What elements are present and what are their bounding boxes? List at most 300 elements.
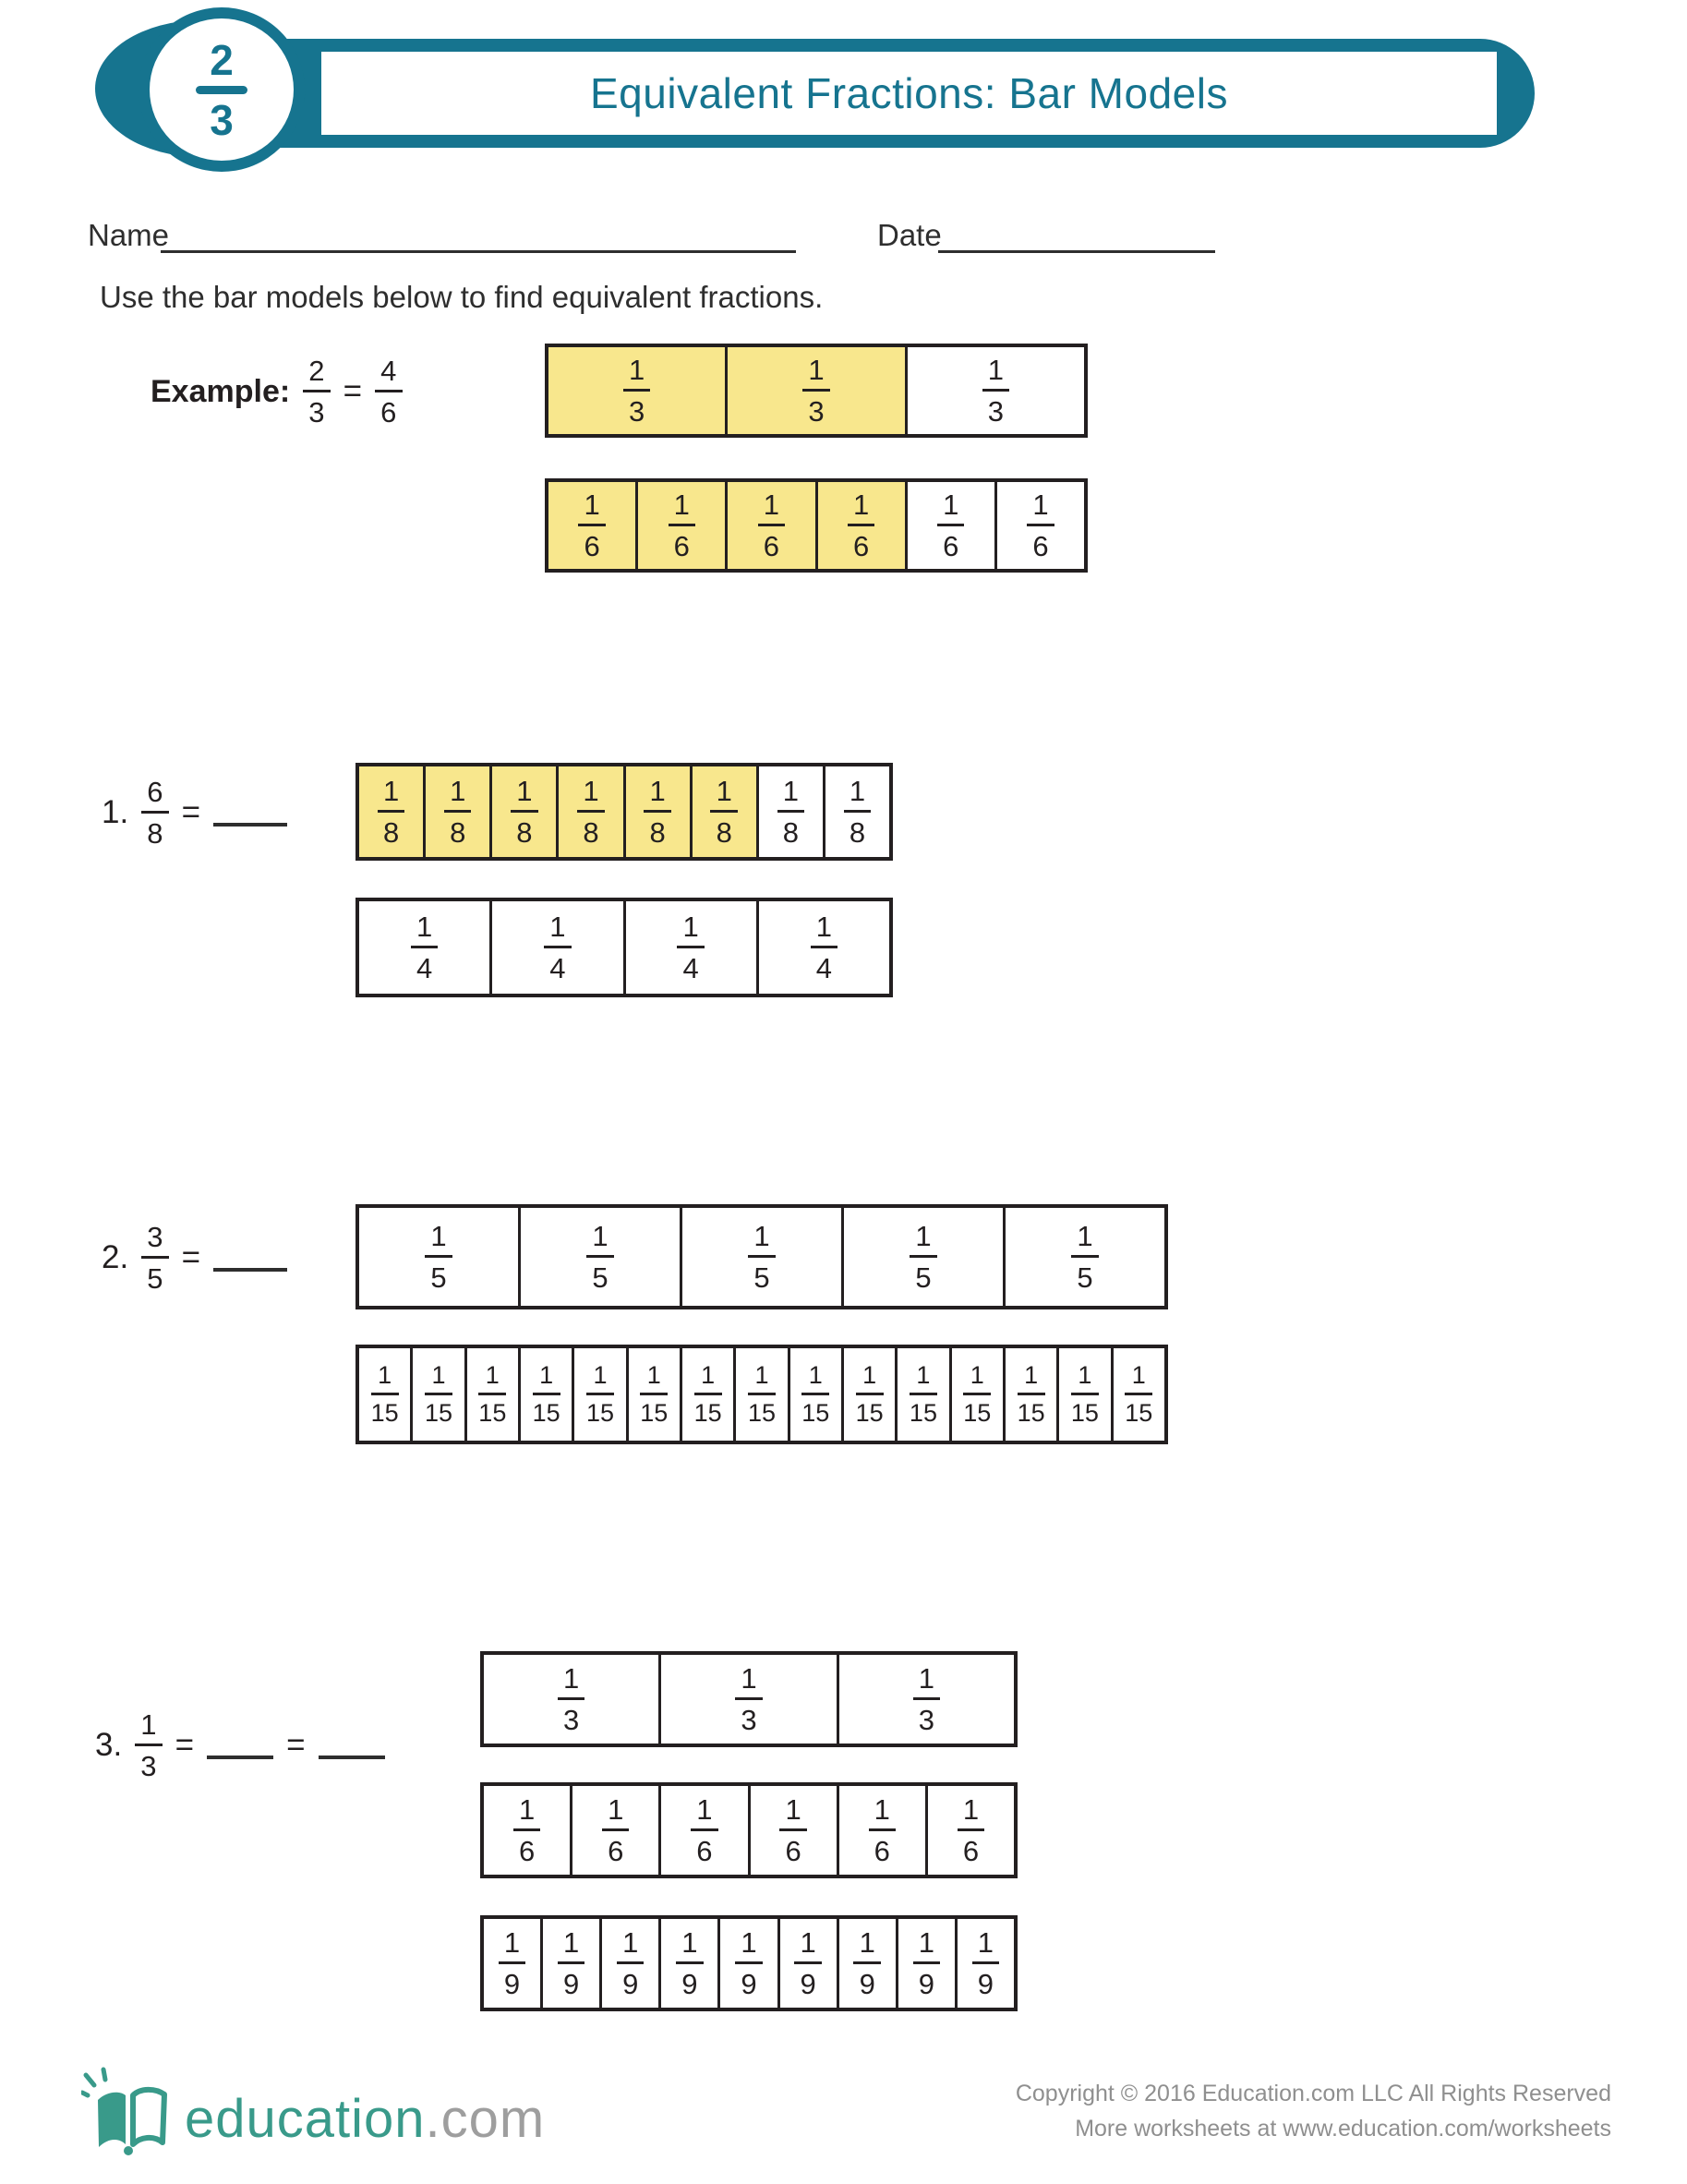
denominator: 15 [585, 1399, 614, 1427]
cell-fraction [972, 1928, 999, 1998]
cell-fraction [444, 777, 471, 847]
denominator: 9 [800, 1968, 816, 2000]
fraction-bar [982, 389, 1009, 392]
fraction-bar [748, 1393, 776, 1395]
cell-fraction [644, 777, 670, 847]
cell-fraction [623, 356, 650, 426]
denominator: 6 [608, 1835, 624, 1867]
denominator: 6 [673, 530, 690, 562]
fraction-cell [837, 1919, 896, 2008]
fraction-cell [905, 482, 994, 569]
example-rhs-fraction [375, 356, 402, 427]
numerator: 1 [140, 1708, 157, 1741]
fraction-cell [484, 1786, 570, 1875]
cell-fraction [478, 1363, 506, 1426]
fraction-cell [837, 1786, 925, 1875]
fraction-cell [680, 1208, 841, 1306]
numerator: 1 [681, 1926, 698, 1959]
fraction-bar [141, 811, 168, 814]
fraction-bar [913, 1697, 940, 1700]
title-banner-inset [321, 52, 1497, 135]
fraction-cell [905, 347, 1084, 434]
fraction-cell [896, 1919, 955, 2008]
problem-2-label [102, 1206, 287, 1309]
fraction-bar [794, 1961, 821, 1964]
numerator: 1 [874, 1793, 890, 1826]
fraction-cell [777, 1919, 837, 2008]
fraction-cell [1003, 1348, 1056, 1441]
fraction-cell-highlighted [635, 482, 725, 569]
numerator: 1 [485, 1361, 500, 1389]
problem-number: 1. [102, 794, 129, 830]
denominator: 4 [682, 952, 699, 984]
denominator: 8 [716, 816, 732, 849]
fraction-cell [464, 1348, 518, 1441]
numerator: 1 [849, 775, 866, 807]
fraction-bar [640, 1393, 668, 1395]
numerator: 1 [701, 1361, 716, 1389]
fraction-cell [658, 1786, 747, 1875]
fraction-cell [680, 1348, 733, 1441]
fraction-cell [658, 1655, 836, 1744]
cell-fraction [710, 777, 737, 847]
cell-fraction [425, 1222, 452, 1292]
fraction-bar [617, 1961, 644, 1964]
cell-fraction [544, 912, 571, 983]
badge-denominator: 3 [210, 95, 234, 144]
denominator: 3 [140, 1750, 157, 1782]
numerator: 1 [673, 489, 690, 521]
cell-fraction [533, 1363, 560, 1426]
cell-fraction [779, 1795, 806, 1865]
cell-fraction [513, 1795, 540, 1865]
cell-fraction [425, 1363, 452, 1426]
fraction-bar [135, 1744, 162, 1746]
fraction-bar [748, 1255, 775, 1258]
cell-fraction [694, 1363, 722, 1426]
numerator: 1 [859, 1926, 875, 1959]
fraction-bar [972, 1961, 999, 1964]
denominator: 8 [516, 816, 533, 849]
fraction-cell [1111, 1348, 1164, 1441]
numerator: 1 [539, 1361, 554, 1389]
fraction-cell [841, 1208, 1003, 1306]
fraction-bar [644, 810, 670, 813]
fraction-bar [735, 1961, 762, 1964]
fraction-cell [955, 1919, 1014, 2008]
fraction-bar [586, 1393, 614, 1395]
numerator: 1 [977, 1926, 994, 1959]
book-icon [81, 2067, 177, 2155]
numerator: 1 [608, 1793, 624, 1826]
fraction-bar [676, 1961, 703, 1964]
problem-3-bar-ninths [480, 1915, 1018, 2011]
fraction-cell [359, 1348, 410, 1441]
numerator: 1 [915, 1220, 932, 1252]
problem-1-label [102, 765, 287, 861]
cell-fraction [1018, 1363, 1045, 1426]
cell-fraction [758, 490, 785, 561]
fraction-cell [599, 1919, 658, 2008]
fraction-bar [913, 1961, 940, 1964]
numerator: 1 [1077, 1220, 1093, 1252]
denominator: 5 [147, 1262, 163, 1295]
denominator: 5 [753, 1261, 770, 1294]
fraction-bar [958, 1828, 984, 1831]
fraction-cell-highlighted [815, 482, 905, 569]
denominator: 9 [622, 1968, 639, 2000]
fraction-bar [425, 1393, 452, 1395]
fraction-bar [1071, 1393, 1099, 1395]
cell-fraction [853, 1928, 880, 1998]
fraction-bar [378, 810, 404, 813]
numerator: 1 [450, 775, 466, 807]
denominator: 5 [1077, 1261, 1093, 1294]
cell-fraction [1125, 1363, 1152, 1426]
cell-fraction [691, 1795, 717, 1865]
fraction-cell [410, 1348, 464, 1441]
equals-sign: = [175, 1727, 195, 1763]
fraction-bar [844, 810, 871, 813]
fraction-bar [735, 1697, 762, 1700]
numerator: 1 [382, 775, 400, 807]
badge-numerator: 2 [210, 35, 234, 84]
cell-fraction [586, 1363, 614, 1426]
page-title: Equivalent Fractions: Bar Models [590, 69, 1228, 117]
answer-blank [207, 1756, 273, 1759]
cell-fraction [856, 1363, 884, 1426]
fraction-badge [139, 7, 305, 172]
fraction-cell [658, 1919, 717, 2008]
denominator: 15 [693, 1399, 722, 1427]
fraction-bar [910, 1393, 937, 1395]
denominator: 8 [583, 816, 599, 849]
denominator: 9 [918, 1968, 934, 2000]
fraction-bar [848, 524, 874, 526]
fraction-cell-highlighted [548, 482, 635, 569]
fraction-cell-highlighted [423, 766, 489, 857]
denominator: 15 [747, 1399, 776, 1427]
fraction-bar [533, 1393, 560, 1395]
copyright-line-1: Copyright © 2016 Education.com LLC All Rights Reserved [1015, 2081, 1611, 2106]
cell-fraction [371, 1363, 399, 1426]
problem-number: 3. [95, 1727, 123, 1763]
cell-fraction [801, 1363, 829, 1426]
problem-fraction [141, 1223, 168, 1293]
badge-fraction [196, 35, 247, 144]
fraction-bar [513, 1828, 540, 1831]
example-lhs-fraction [303, 356, 330, 427]
fraction-bar [602, 1828, 629, 1831]
cell-fraction [937, 490, 964, 561]
numerator: 1 [916, 1361, 931, 1389]
denominator: 4 [815, 952, 832, 984]
fraction-bar [869, 1828, 896, 1831]
fraction-bar [558, 1697, 584, 1700]
cell-fraction [378, 777, 404, 847]
fraction-cell-highlighted [556, 766, 622, 857]
denominator: 5 [430, 1261, 447, 1294]
numerator: 1 [943, 489, 959, 521]
fraction-cell [756, 901, 889, 994]
cell-fraction [499, 1928, 525, 1998]
fraction-cell-highlighted [359, 766, 423, 857]
numerator: 3 [147, 1221, 163, 1253]
denominator: 9 [859, 1968, 875, 2000]
denominator: 15 [963, 1399, 992, 1427]
fraction-bar [801, 1393, 829, 1395]
cell-fraction [1071, 1222, 1098, 1292]
numerator: 1 [646, 1361, 661, 1389]
equals-sign: = [181, 794, 201, 830]
cell-fraction [676, 1928, 703, 1998]
cell-fraction [558, 1928, 584, 1998]
cell-fraction [913, 1928, 940, 1998]
denominator: 3 [629, 395, 645, 428]
cell-fraction [511, 777, 537, 847]
numerator: 4 [380, 355, 397, 387]
numerator: 1 [516, 775, 533, 807]
problem-3-bar-thirds [480, 1651, 1018, 1747]
fraction-bar [425, 1255, 452, 1258]
fraction-cell-highlighted [725, 482, 814, 569]
fraction-cell [994, 482, 1084, 569]
cell-fraction [735, 1928, 762, 1998]
equals-sign: = [343, 373, 363, 409]
numerator: 1 [1024, 1361, 1039, 1389]
example-bar-sixths [545, 478, 1088, 573]
fraction-bar [758, 524, 785, 526]
cell-fraction [963, 1363, 991, 1426]
numerator: 1 [862, 1361, 877, 1389]
numerator: 1 [987, 354, 1004, 386]
fraction-cell-highlighted [725, 347, 904, 434]
numerator: 1 [549, 911, 566, 943]
fraction-bar [578, 524, 605, 526]
fraction-cell [572, 1348, 625, 1441]
fraction-cell [570, 1786, 658, 1875]
denominator: 6 [380, 396, 397, 428]
answer-blank [213, 823, 287, 827]
fraction-cell [484, 1655, 658, 1744]
numerator: 1 [431, 1361, 446, 1389]
fraction-bar [811, 946, 837, 948]
denominator: 3 [808, 395, 825, 428]
cell-fraction [578, 490, 605, 561]
numerator: 1 [741, 1926, 757, 1959]
denominator: 3 [741, 1704, 757, 1736]
numerator: 1 [808, 1361, 823, 1389]
numerator: 1 [763, 489, 780, 521]
numerator: 1 [592, 1220, 609, 1252]
fraction-cell [949, 1348, 1003, 1441]
numerator: 1 [583, 775, 599, 807]
denominator: 9 [977, 1968, 994, 2000]
denominator: 15 [909, 1399, 937, 1427]
denominator: 6 [518, 1835, 536, 1867]
cell-fraction [586, 1222, 613, 1292]
fraction-bar [303, 390, 330, 392]
fraction-cell [925, 1786, 1014, 1875]
fraction-bar [444, 810, 471, 813]
numerator: 1 [696, 1793, 713, 1826]
numerator: 1 [785, 1793, 801, 1826]
numerator: 1 [518, 1793, 536, 1826]
cell-fraction [869, 1795, 896, 1865]
equals-sign: = [286, 1727, 306, 1763]
numerator: 1 [1078, 1361, 1092, 1389]
cell-fraction [958, 1795, 984, 1865]
numerator: 1 [716, 775, 732, 807]
numerator: 1 [629, 354, 645, 386]
denominator: 4 [549, 952, 566, 984]
denominator: 6 [1032, 530, 1049, 562]
fraction-bar [577, 810, 604, 813]
fraction-cell [518, 1348, 572, 1441]
numerator: 1 [970, 1361, 984, 1389]
problem-2-bar-fifths [355, 1204, 1168, 1309]
cell-fraction [669, 490, 695, 561]
fraction-cell [1003, 1208, 1164, 1306]
denominator: 6 [696, 1835, 713, 1867]
cell-fraction [1027, 490, 1054, 561]
fraction-cell [756, 766, 823, 857]
denominator: 9 [681, 1968, 698, 2000]
fraction-bar [677, 946, 704, 948]
cell-fraction [735, 1664, 762, 1734]
fraction-cell-highlighted [548, 347, 725, 434]
fraction-cell [717, 1919, 777, 2008]
fraction-bar [411, 946, 438, 948]
cell-fraction [602, 1795, 629, 1865]
problem-number: 2. [102, 1239, 129, 1275]
numerator: 1 [622, 1926, 639, 1959]
cell-fraction [748, 1363, 776, 1426]
example-label [151, 345, 403, 438]
cell-fraction [844, 777, 871, 847]
fraction-bar [1071, 1255, 1098, 1258]
denominator: 15 [1070, 1399, 1099, 1427]
numerator: 1 [593, 1361, 608, 1389]
cell-fraction [848, 490, 874, 561]
numerator: 1 [1131, 1361, 1146, 1389]
fraction-bar [478, 1393, 506, 1395]
denominator: 15 [532, 1399, 560, 1427]
denominator: 3 [987, 395, 1004, 428]
cell-fraction [910, 1363, 937, 1426]
fraction-cell [623, 901, 756, 994]
numerator: 2 [308, 355, 325, 387]
cell-fraction [794, 1928, 821, 1998]
numerator: 1 [563, 1662, 580, 1695]
fraction-cell [359, 1208, 518, 1306]
fraction-cell [626, 1348, 680, 1441]
denominator: 6 [943, 530, 959, 562]
denominator: 6 [874, 1835, 890, 1867]
cell-fraction [982, 356, 1009, 426]
fraction-cell [484, 1919, 540, 2008]
denominator: 6 [763, 530, 780, 562]
numerator: 1 [1032, 489, 1049, 521]
fraction-bar [694, 1393, 722, 1395]
denominator: 3 [308, 396, 325, 428]
denominator: 6 [785, 1835, 801, 1867]
fraction-bar [375, 390, 402, 392]
cell-fraction [577, 777, 604, 847]
fraction-bar [802, 389, 829, 392]
denominator: 15 [1017, 1399, 1045, 1427]
problem-3-label [95, 1695, 385, 1795]
numerator: 1 [682, 911, 699, 943]
numerator: 1 [503, 1926, 521, 1959]
cell-fraction [748, 1222, 775, 1292]
denominator: 8 [450, 816, 466, 849]
problem-3-bar-sixths [480, 1782, 1018, 1878]
fraction-bar [1027, 524, 1054, 526]
denominator: 15 [424, 1399, 453, 1427]
problem-fraction [135, 1710, 162, 1780]
fraction-cell-highlighted [690, 766, 756, 857]
denominator: 9 [563, 1968, 580, 2000]
fraction-bar [910, 1255, 936, 1258]
fraction-bar [691, 1828, 717, 1831]
date-blank-line [938, 250, 1215, 253]
cell-fraction [617, 1928, 644, 1998]
cell-fraction [677, 912, 704, 983]
example-word: Example: [151, 373, 291, 409]
cell-fraction [802, 356, 829, 426]
brand-logo [81, 2067, 545, 2155]
denominator: 3 [563, 1704, 580, 1736]
fraction-cell [788, 1348, 841, 1441]
cell-fraction [777, 777, 804, 847]
numerator: 1 [416, 911, 433, 943]
numerator: 1 [918, 1662, 934, 1695]
fraction-cell [518, 1208, 680, 1306]
denominator: 15 [1125, 1399, 1153, 1427]
denominator: 9 [741, 1968, 757, 2000]
denominator: 15 [478, 1399, 507, 1427]
denominator: 5 [592, 1261, 609, 1294]
fraction-bar [586, 1255, 613, 1258]
fraction-bar [963, 1393, 991, 1395]
numerator: 1 [378, 1361, 392, 1389]
fraction-bar [1018, 1393, 1045, 1395]
fraction-cell [823, 766, 889, 857]
numerator: 1 [754, 1361, 769, 1389]
answer-blank [319, 1756, 385, 1759]
badge-fraction-bar [196, 86, 247, 94]
denominator: 6 [852, 530, 870, 562]
fraction-cell [733, 1348, 787, 1441]
fraction-bar [1125, 1393, 1152, 1395]
fraction-bar [371, 1393, 399, 1395]
cell-fraction [913, 1664, 940, 1734]
fraction-cell-highlighted [623, 766, 690, 857]
numerator: 1 [584, 489, 600, 521]
brand-name-com: .com [425, 2089, 546, 2149]
fraction-bar [856, 1393, 884, 1395]
cell-fraction [558, 1664, 584, 1734]
denominator: 8 [147, 817, 163, 850]
numerator: 1 [852, 489, 870, 521]
denominator: 15 [640, 1399, 669, 1427]
cell-fraction [640, 1363, 668, 1426]
numerator: 1 [800, 1926, 816, 1959]
fraction-cell [748, 1786, 837, 1875]
fraction-bar [623, 389, 650, 392]
problem-fraction [141, 778, 168, 848]
